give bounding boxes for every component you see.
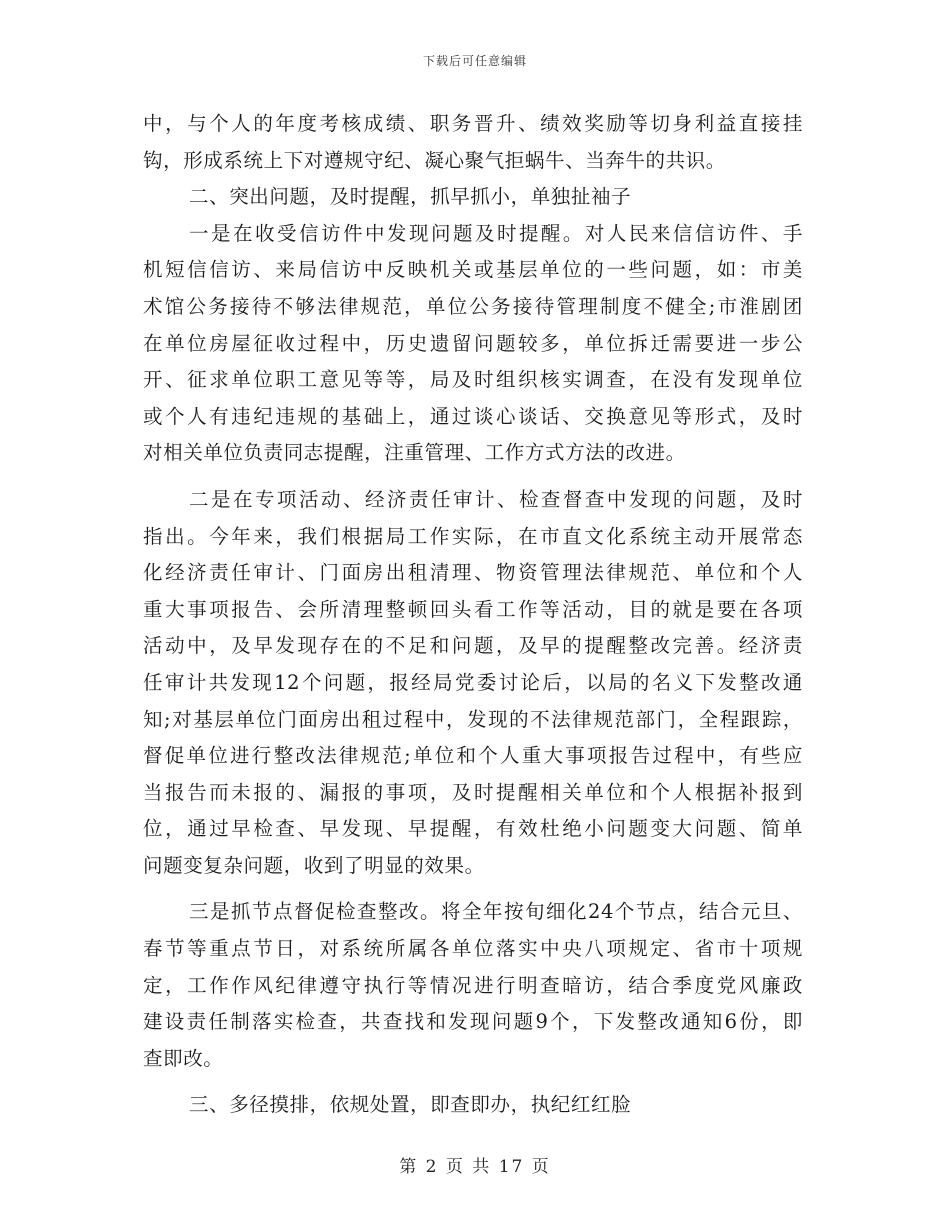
text-line: 机短信信访、来局信访中反映机关或基层单位的一些问题，如：市美 <box>143 258 803 282</box>
section-heading: 三、多径摸排，依规处置，即查即办，执纪红红脸 <box>189 1093 632 1117</box>
document-body <box>143 106 803 1124</box>
page-number: 第 2 页 共 17 页 <box>399 1157 551 1177</box>
text-line: 知;对基层单位门面房出租过程中，发现的不法律规范部门，全程跟踪， <box>143 707 803 731</box>
text-line: 活动中，及早发现存在的不足和问题，及早的提醒整改完善。经济责 <box>143 634 803 658</box>
text-line: 三是抓节点督促检查整改。将全年按旬细化24个节点，结合元旦、 <box>189 900 803 924</box>
text-line: 二是在专项活动、经济责任审计、检查督查中发现的问题，及时 <box>189 487 803 511</box>
text-line: 中，与个人的年度考核成绩、职务晋升、绩效奖励等切身利益直接挂 <box>143 112 803 135</box>
text-line: 督促单位进行整改法律规范;单位和个人重大事项报告过程中，有些应 <box>143 744 803 768</box>
text-line: 定，工作作风纪律遵守执行等情况进行明查暗访，结合季度党风廉政 <box>143 973 803 997</box>
text-line: 当报告而未报的、漏报的事项，及时提醒相关单位和个人根据补报到 <box>143 780 803 804</box>
text-line: 钩，形成系统上下对遵规守纪、凝心聚气拒蜗牛、当奔牛的共识。 <box>143 148 726 172</box>
section-heading: 二、突出问题，及时提醒，抓早抓小，单独扯袖子 <box>189 185 632 209</box>
text-line: 在单位房屋征收过程中，历史遗留问题较多，单位拆迁需要进一步公 <box>143 331 803 355</box>
text-line: 位，通过早检查、早发现、早提醒，有效杜绝小问题变大问题、简单 <box>143 817 803 841</box>
text-line: 术馆公务接待不够法律规范，单位公务接待管理制度不健全;市淮剧团 <box>143 294 803 318</box>
text-line: 查即改。 <box>143 1046 224 1070</box>
text-line: 春节等重点节日，对系统所属各单位落实中央八项规定、省市十项规 <box>143 937 803 961</box>
text-line: 化经济责任审计、门面房出租清理、物资管理法律规范、单位和个人 <box>143 561 803 585</box>
text-line: 重大事项报告、会所清理整顿回头看工作等活动，目的就是要在各项 <box>143 597 803 621</box>
page-header-note: 下载后可任意编辑 <box>422 54 527 68</box>
text-line: 指出。今年来，我们根据局工作实际，在市直文化系统主动开展常态 <box>143 524 803 548</box>
text-line: 对相关单位负责同志提醒，注重管理、工作方式方法的改进。 <box>143 441 686 465</box>
text-line: 一是在收受信访件中发现问题及时提醒。对人民来信信访件、手 <box>189 221 803 245</box>
text-line: 或个人有违纪违规的基础上，通过谈心谈话、交换意见等形式，及时 <box>143 404 803 428</box>
text-line: 任审计共发现12个问题，报经局党委讨论后，以局的名义下发整改通 <box>143 670 803 694</box>
text-line: 开、征求单位职工意见等等，局及时组织核实调查，在没有发现单位 <box>143 368 803 392</box>
text-line: 问题变复杂问题，收到了明显的效果。 <box>143 853 485 877</box>
text-line: 建设责任制落实检查，共查找和发现问题9个，下发整改通知6份，即 <box>143 1010 803 1034</box>
